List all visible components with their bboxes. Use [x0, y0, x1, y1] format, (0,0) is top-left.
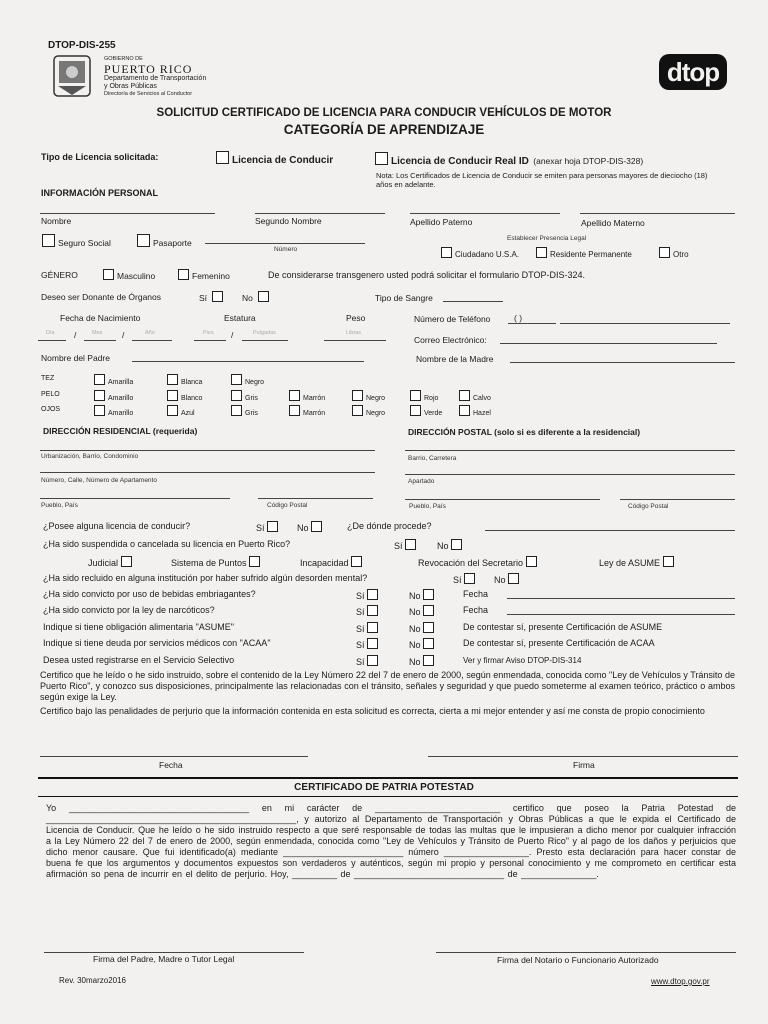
- q-mental: ¿Ha sido recluido en alguna institución por haber sufrido algún desorden mental?: [43, 573, 368, 583]
- personal-info-heading: INFORMACIÓN PERSONAL: [41, 188, 158, 198]
- postal-apartado-label: Apartado: [408, 478, 435, 485]
- patria-top-rule: [38, 777, 738, 779]
- certify-law: Certifico que he leído o he sido instruido, sobre el contenido de la Ley Número 22 del 7 de enero de 2000, según enmendada, conocida como "Ley de Vehículos y Tránsito de Puerto Rico", y conozco sus disposiciones, principalmente las relacionadas con el tránsito, señales y seguridad y que puedo someterme al examen teórico, práctico o ambos según exige la Ley.: [40, 670, 735, 702]
- middle-name-field[interactable]: [255, 213, 385, 214]
- q7-no[interactable]: No: [409, 638, 437, 650]
- q-selective: Desea usted registrarse en el Servicio Selectivo: [43, 655, 235, 665]
- blood-type-label: Tipo de Sangre: [375, 293, 433, 303]
- postal-town-label: Pueblo, País: [409, 503, 446, 510]
- pelo-label: PELO: [41, 391, 60, 398]
- tez-option-1[interactable]: Blanca: [167, 374, 202, 386]
- mother-field[interactable]: [510, 362, 735, 363]
- dept-line3: Directoría de Servicios al Conductor: [104, 91, 193, 97]
- gov-line2: PUERTO RICO: [104, 62, 193, 76]
- reason-judicial[interactable]: Judicial: [88, 556, 135, 568]
- reason-asume[interactable]: Ley de ASUME: [599, 556, 677, 568]
- form-code: DTOP-DIS-255: [48, 40, 116, 51]
- father-field[interactable]: [132, 361, 364, 362]
- applicant-signature-field[interactable]: [428, 756, 738, 757]
- license-type-label: Tipo de Licencia solicitada:: [41, 152, 159, 162]
- date-signature-field[interactable]: [40, 756, 308, 757]
- q-license-owned: ¿Posee alguna licencia de conducir?: [43, 521, 191, 531]
- ojos-option-4[interactable]: Negro: [352, 405, 385, 417]
- selective-note: Ver y firmar Aviso DTOP-DIS-314: [463, 656, 582, 665]
- q6-no[interactable]: No: [409, 622, 437, 634]
- female-checkbox[interactable]: Femenino: [178, 269, 230, 281]
- phone-label: Número de Teléfono: [414, 314, 491, 324]
- weight-field[interactable]: [324, 340, 386, 341]
- res-zip-label: Código Postal: [267, 502, 308, 509]
- license-option-standard[interactable]: Licencia de Conducir: [216, 151, 333, 166]
- q4-date-field[interactable]: [507, 598, 735, 599]
- patria-heading: CERTIFICADO DE PATRIA POTESTAD: [294, 782, 474, 793]
- notary-signature-field[interactable]: [436, 952, 736, 953]
- signature-label: Firma: [573, 760, 595, 770]
- transgender-note: De considerarse transgenero usted podrá solicitar el formulario DTOP-DIS-324.: [268, 270, 585, 280]
- dob-label: Fecha de Nacimiento: [60, 313, 141, 323]
- acaa-note: De contestar sí, presente Certificación de ACAA: [463, 638, 655, 648]
- dtop-logo: dtop: [659, 54, 727, 90]
- dob-day-hint: Día: [46, 330, 55, 336]
- postal-zip-label: Código Postal: [628, 503, 669, 510]
- reason-revocation[interactable]: Revocación del Secretario: [418, 556, 540, 568]
- postal-zip-field[interactable]: [620, 499, 735, 500]
- postal-heading: DIRECCIÓN POSTAL (solo si es diferente a la residencial): [408, 427, 641, 437]
- q-asume: Indique si tiene obligación alimentaria "ASUME": [43, 622, 234, 632]
- license-origin-field[interactable]: [485, 530, 735, 531]
- revision-date: Rev. 30marzo2016: [59, 976, 126, 985]
- res-urb-label: Urbanización, Barrio, Condominio: [41, 453, 139, 460]
- q6-yes[interactable]: Sí: [356, 622, 381, 634]
- id-number-label: Número: [274, 246, 298, 253]
- legal-presence-label: Establecer Presencia Legal: [507, 235, 587, 242]
- maternal-surname-field[interactable]: [580, 213, 735, 214]
- q-acaa: Indique si tiene deuda por servicios médicos con "ACAA": [43, 638, 271, 648]
- father-label: Nombre del Padre: [41, 353, 110, 363]
- postal-barrio-field[interactable]: [405, 450, 735, 451]
- postal-barrio-label: Barrio, Carretera: [408, 455, 457, 462]
- email-label: Correo Electrónico:: [414, 335, 487, 345]
- ojos-option-0[interactable]: Amarillo: [94, 405, 133, 417]
- reason-incapacity[interactable]: Incapacidad: [300, 556, 365, 568]
- height-feet-hint: Pies: [203, 330, 214, 336]
- height-label: Estatura: [224, 313, 256, 323]
- pelo-option-0[interactable]: Amarillo: [94, 390, 133, 402]
- tez-label: TEZ: [41, 375, 55, 382]
- height-inches-field[interactable]: [242, 340, 288, 341]
- ojos-label: OJOS: [41, 406, 61, 413]
- q-alcohol: ¿Ha sido convicto por uso de bebidas embriagantes?: [43, 589, 256, 599]
- ojos-option-2[interactable]: Gris: [231, 405, 258, 417]
- q-suspended: ¿Ha sido suspendida o cancelada su licencia en Puerto Rico?: [43, 539, 291, 549]
- q1-no[interactable]: No: [297, 521, 325, 533]
- q8-yes[interactable]: Sí: [356, 655, 381, 667]
- q2-yes[interactable]: Sí: [394, 539, 419, 551]
- ojos-option-5[interactable]: Verde: [410, 405, 442, 417]
- phone-mask: ( ): [514, 313, 523, 323]
- q4-no[interactable]: No: [409, 589, 437, 601]
- postal-town-field[interactable]: [405, 499, 600, 500]
- donor-yes[interactable]: Sí: [199, 291, 226, 303]
- male-checkbox[interactable]: Masculino: [103, 269, 155, 281]
- q3-yes[interactable]: Sí: [453, 573, 478, 585]
- parent-signature-label: Firma del Padre, Madre o Tutor Legal: [93, 954, 235, 964]
- res-zip-field[interactable]: [258, 498, 373, 499]
- height-feet-field[interactable]: [194, 340, 226, 341]
- pelo-option-3[interactable]: Marrón: [289, 390, 325, 402]
- first-name-label: Nombre: [41, 216, 72, 226]
- paternal-surname-field[interactable]: [410, 213, 560, 214]
- form-subtitle: CATEGORÍA DE APRENDIZAJE: [283, 122, 485, 137]
- license-note: Nota: Los Certificados de Licencia de Conducir se emiten para personas mayores de dieciocho (18) años en adelante.: [376, 171, 708, 189]
- patria-text: Yo ____________________________________ en mi carácter de _________________________ certifico que poseo la Patria Potestad de __________________________________________________, y autorizo al Departamento de Transportación y Obras Públicas a que le expida el Certificado de Licencia de Conducir. Que he leído o he sido instruido respecto a que seré responsable de todas las multas que le impusieran a dicho menor por cualquier infracción a la Ley Número 22 del 7 de enero de 2000, según enmendada, conocida como "Ley de Vehículos y Tránsito de Puerto Rico" y al pago de los daños y perjuicios que dicho menor causare. Que fui identificado(a) mediante ________________________ número _________________. Presto esta declaración para hacer constar de buena fe que los argumentos y documentos expuestos son verdaderos y auténticos, según mi propio y personal conocimiento y me comprometo en certificar esta afirmación so pena de incurrir en el delito de perjurio. Hoy, _________ de ______________________________ de _______________.: [46, 803, 736, 879]
- postal-apartado-field[interactable]: [405, 474, 735, 475]
- ojos-option-1[interactable]: Azul: [167, 405, 195, 417]
- gov-line1: GOBIERNO DE: [104, 56, 143, 62]
- dept-line1: Departamento de Transportación: [104, 75, 207, 82]
- weight-label: Peso: [346, 313, 366, 323]
- gender-label: GÉNERO: [41, 270, 78, 280]
- first-name-field[interactable]: [40, 213, 215, 214]
- notary-signature-label: Firma del Notario o Funcionario Autorizado: [497, 955, 659, 965]
- weight-hint: Libras: [346, 330, 361, 336]
- ojos-option-3[interactable]: Marrón: [289, 405, 325, 417]
- q1-yes[interactable]: Sí: [256, 521, 281, 533]
- res-town-field[interactable]: [40, 498, 230, 499]
- q4-yes[interactable]: Sí: [356, 589, 381, 601]
- phone-field[interactable]: [560, 323, 730, 324]
- q5-date-label: Fecha: [463, 605, 489, 615]
- donor-no[interactable]: No: [242, 291, 272, 303]
- paternal-surname-label: Apellido Paterno: [410, 217, 473, 227]
- q4-date-label: Fecha: [463, 589, 489, 599]
- dob-month-field[interactable]: [84, 340, 116, 341]
- tez-option-0[interactable]: Amarilla: [94, 374, 133, 386]
- dob-year-hint: Año: [145, 330, 155, 336]
- height-inches-hint: Pulgadas: [253, 330, 276, 336]
- q-narcotics: ¿Ha sido convicto por la ley de narcóticos?: [43, 605, 215, 615]
- mother-label: Nombre de la Madre: [416, 354, 494, 364]
- license-option-real-id[interactable]: Licencia de Conducir Real ID (anexar hoja DTOP-DIS-328): [375, 151, 643, 169]
- certify-perjury: Certifico bajo las penalidades de perjurio que la información contenida en esta solicitud es correcta, cierta a mi mejor entender y así me consta de propio conocimiento: [40, 706, 705, 716]
- maternal-surname-label: Apellido Materno: [581, 218, 645, 228]
- pelo-option-1[interactable]: Blanco: [167, 390, 202, 402]
- puerto-rico-seal-icon: [50, 54, 94, 98]
- donor-label: Deseo ser Donante de Órganos: [41, 292, 162, 302]
- reason-points[interactable]: Sistema de Puntos: [171, 556, 263, 568]
- date-label: Fecha: [159, 760, 183, 770]
- other-status-checkbox[interactable]: Otro: [659, 247, 689, 259]
- dob-day-field[interactable]: [38, 340, 66, 341]
- dob-month-hint: Mes: [92, 330, 103, 336]
- id-number-field[interactable]: [205, 243, 365, 244]
- q5-yes[interactable]: Sí: [356, 605, 381, 617]
- res-town-label: Pueblo, País: [41, 502, 78, 509]
- dept-line2: y Obras Públicas: [104, 83, 157, 90]
- q-license-origin: ¿De dónde procede?: [347, 521, 432, 531]
- form-title: SOLICITUD CERTIFICADO DE LICENCIA PARA CONDUCIR VEHÍCULOS DE MOTOR: [156, 107, 612, 119]
- dtop-url[interactable]: www.dtop.gov.pr: [651, 977, 710, 986]
- pelo-option-5[interactable]: Rojo: [410, 390, 438, 402]
- pelo-option-2[interactable]: Gris: [231, 390, 258, 402]
- patria-bottom-rule: [38, 796, 738, 797]
- res-urb-field[interactable]: [40, 450, 375, 451]
- residential-heading: DIRECCIÓN RESIDENCIAL (requerida): [43, 426, 198, 436]
- q7-yes[interactable]: Sí: [356, 638, 381, 650]
- tez-option-2[interactable]: Negro: [231, 374, 264, 386]
- dob-year-field[interactable]: [132, 340, 172, 341]
- res-street-label: Número, Calle, Número de Apartamento: [41, 477, 157, 484]
- resident-checkbox[interactable]: Residente Permanente: [536, 247, 632, 259]
- middle-name-label: Segundo Nombre: [255, 216, 322, 226]
- q2-no[interactable]: No: [437, 539, 465, 551]
- q5-date-field[interactable]: [507, 614, 735, 615]
- parent-signature-field[interactable]: [44, 952, 304, 953]
- pelo-option-6[interactable]: Calvo: [459, 390, 491, 402]
- res-street-field[interactable]: [40, 472, 375, 473]
- email-field[interactable]: [500, 343, 717, 344]
- pelo-option-4[interactable]: Negro: [352, 390, 385, 402]
- q5-no[interactable]: No: [409, 605, 437, 617]
- area-code-field[interactable]: [508, 323, 556, 324]
- form-page: DTOP-DIS-255 GOBIERNO DE PUERTO RICO Departamento de Transportación y Obras Públicas Directoría de Servicios al Conductor dtop SOLICITUD CERTIFICADO DE LICENCIA PARA CONDUCIR VEHÍCULOS DE MOTOR CATEGORÍA DE APRENDIZAJE Tipo de Licencia solicitada: Licencia de Conducir Licencia de Conducir Real ID (anexar hoja DTOP-DIS-328) Nota: Los Certificados de Licencia de Conducir se emiten para personas mayores de dieciocho (18) años en adelante. INFORMACIÓN PERSONAL Nombre Segundo Nombre Apellido Paterno Apellido Materno Seguro Social Pasaporte Número Establecer Presencia Legal Ciudadano U.S.A. Residente Permanente Otro GÉNERO Masculino Femenino De considerarse transgenero usted podrá solicitar el formulario DTOP-DIS-324. Deseo ser Donante de Órganos Sí No Tipo de Sangre Fecha de Nacimiento Estatura Peso Número de Teléfono ( ) / / Día Mes Año / Pies Pulgadas Libras Correo Electrónico: Nombre del Padre Nombre de la Madre TEZ PELO OJOS Amarilla Blanca Negro Amarillo Blanco Gris Marrón Negro Rojo Calvo Amarillo Azul Gris Marrón Negro Verde Hazel DIRECCIÓN RESIDENCIAL (requerida) DIRECCIÓN POSTAL (solo si es diferente a la residencial) Urbanización, Barrio, Condominio Barrio, Carretera Número, Calle, Número de Apartamento Apartado Pueblo, País Código Postal Pueblo, País Código Postal ¿Posee alguna licencia de conducir? Sí No ¿De dónde procede? ¿Ha sido suspendida o cancelada su licencia en Puerto Rico? Sí No Judicial Sistema de Puntos Incapacidad Revocación del Secretario Ley de ASUME ¿Ha sido recluido en alguna institución por haber sufrido algún desorden mental? Sí No ¿Ha sido convicto por uso de bebidas embriagantes? Sí No Fecha ¿Ha sido convicto por la ley de narcóticos? Sí No Fecha Indique si tiene obligación alimentaria "ASUME" Sí No De contestar sí, presente Certificación de ASUME Indique si tiene deuda por servicios médicos con "ACAA" Sí No De contestar sí, presente Certificación de ACAA Desea usted registrarse en el Servicio Selectivo Sí No Ver y firmar Aviso DTOP-DIS-314 Certifico que he leído o he sido instruido, sobre el contenido de la Ley Número 22 del 7 de enero de 2000, según enmendada, conocida como "Ley de Vehículos y Tránsito de Puerto Rico", y conozco sus disposiciones, principalmente las relacionadas con el tránsito, señales y seguridad y que puedo someterme al examen teórico, práctico o ambos según exige la Ley. Certifico bajo las penalidades de perjurio que la información contenida en esta solicitud es correcta, cierta a mi mejor entender y así me consta de propio conocimiento Fecha Firma CERTIFICADO DE PATRIA POTESTAD Yo ____________________________________ en mi carácter de _________________________ certifico que poseo la Patria Potestad de __________________________________________________, y autorizo al Departamento de Transportación y Obras Públicas a que le expida el Certificado de Licencia de Conducir. Que he leído o he sido instruido respecto a que seré responsable de todas las multas que le impusieran a dicho menor por cualquier infracción a la Ley Número 22 del 7 de enero de 2000, según enmendada, conocida como "Ley de Vehículos y Tránsito de Puerto Rico" y al pago de los daños y perjuicios que dicho menor causare. Que fui identificado(a) mediante ________________________ número _________________. Presto esta declaración para hacer constar de buena fe que los argumentos y documentos expuestos son verdaderos y auténticos, según mi propio y personal conocimiento y me comprometo en certificar esta afirmación so pena de incurrir en el delito de perjurio. Hoy, _________ de ______________________________ de _______________. Firma del Padre, Madre o Tutor Legal Firma del Notario o Funcionario Autorizado Rev. 30marzo2016 www.dtop.gov.pr: [0, 0, 768, 1024]
- ssn-checkbox[interactable]: Seguro Social: [42, 234, 111, 248]
- q3-no[interactable]: No: [494, 573, 522, 585]
- ojos-option-6[interactable]: Hazel: [459, 405, 491, 417]
- blood-type-field[interactable]: [443, 301, 503, 302]
- citizen-checkbox[interactable]: Ciudadano U.S.A.: [441, 247, 519, 259]
- q8-no[interactable]: No: [409, 655, 437, 667]
- passport-checkbox[interactable]: Pasaporte: [137, 234, 192, 248]
- asume-note: De contestar sí, presente Certificación de ASUME: [463, 622, 663, 632]
